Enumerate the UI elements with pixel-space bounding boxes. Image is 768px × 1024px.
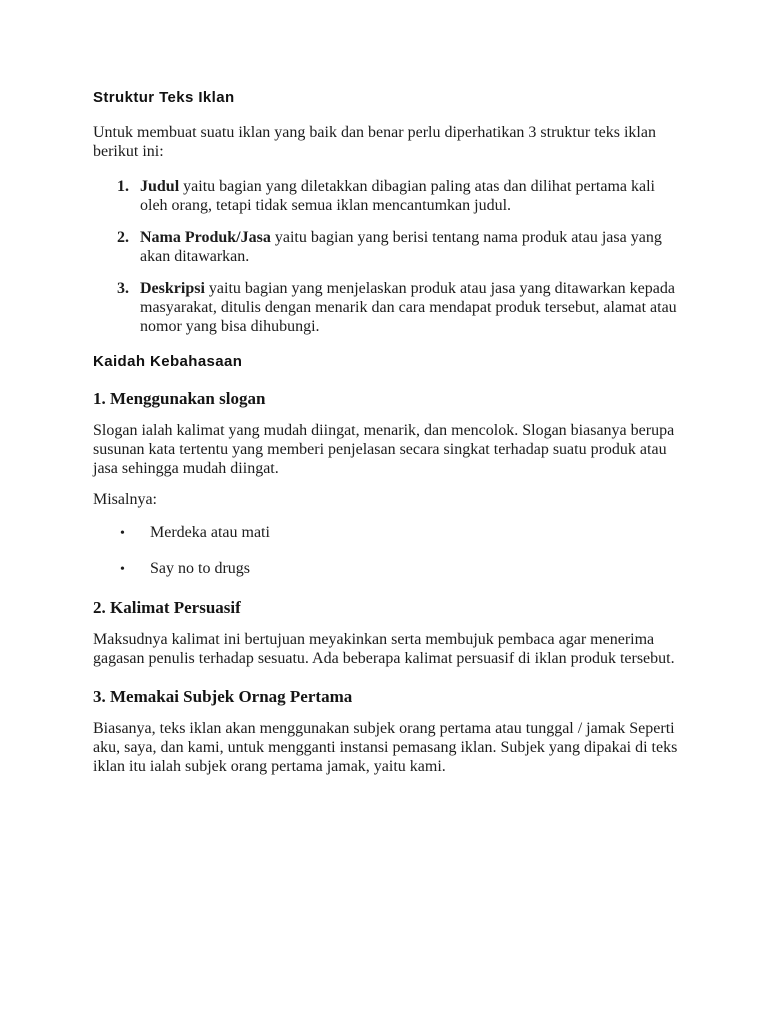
list-item (93, 279, 681, 336)
list-item (93, 523, 681, 543)
list-item (93, 228, 681, 266)
list-item-number: 3. (117, 280, 129, 297)
list-item-text: Merdeka atau mati (150, 524, 270, 541)
paragraph-kalimat-persuasif: Maksudnya kalimat ini bertujuan meyakinkan serta membujuk pembaca agar menerima gagasan penulis terhadap sesuatu. Ada beberapa kalimat persuasif di iklan produk tersebut. (93, 631, 675, 667)
intro-paragraph: Untuk membuat suatu iklan yang baik dan benar perlu diperhatikan 3 struktur teks iklan berikut ini: (93, 124, 656, 160)
section-heading-kaidah-kebahasaan: Kaidah Kebahasaan (93, 353, 243, 370)
document-title: Struktur Teks Iklan (93, 89, 235, 106)
example-list (93, 523, 681, 579)
list-item-text: yaitu bagian yang berisi tentang nama produk atau jasa yang akan ditawarkan. (140, 229, 662, 265)
structure-list (93, 177, 681, 336)
paragraph-slogan: Slogan ialah kalimat yang mudah diingat, menarik, dan mencolok. Slogan biasanya berupa susunan kata tertentu yang memberi penjelasan secara singkat terhadap suatu produk atau jasa sehingga mudah diingat. (93, 422, 675, 477)
list-item-body (140, 279, 681, 336)
list-item-body (140, 228, 681, 266)
list-item-text: yaitu bagian yang menjelaskan produk atau jasa yang ditawarkan kepada masyarakat, ditulis dengan menarik dan cara mendapat produk tersebut, alamat atau nomor yang bisa dihubungi. (140, 280, 677, 335)
list-item-body (140, 177, 681, 215)
list-item (93, 559, 681, 579)
bullet-icon: • (120, 562, 125, 577)
list-item-term: Deskripsi (140, 280, 205, 297)
document-content (93, 89, 681, 776)
list-item-term: Nama Produk/Jasa (140, 229, 271, 246)
example-label: Misalnya: (93, 491, 157, 508)
list-item-text: yaitu bagian yang diletakkan dibagian paling atas dan dilihat pertama kali oleh orang, tetapi tidak semua iklan mencantumkan judul. (140, 178, 655, 214)
paragraph-subjek-orang-pertama: Biasanya, teks iklan akan menggunakan subjek orang pertama atau tunggal / jamak Seperti aku, saya, dan kami, untuk mengganti instansi pemasang iklan. Subjek yang dipakai di teks iklan itu ialah subjek orang pertama jamak, yaitu kami. (93, 720, 678, 775)
list-item-text: Say no to drugs (150, 560, 250, 577)
list-item (93, 177, 681, 215)
bullet-icon: • (120, 526, 125, 541)
subsection-heading-slogan: 1. Menggunakan slogan (93, 389, 266, 408)
list-item-number: 1. (117, 178, 129, 195)
subsection-heading-kalimat-persuasif: 2. Kalimat Persuasif (93, 598, 241, 617)
subsection-heading-subjek-orang-pertama: 3. Memakai Subjek Ornag Pertama (93, 687, 353, 706)
list-item-number: 2. (117, 229, 129, 246)
list-item-term: Judul (140, 178, 180, 195)
